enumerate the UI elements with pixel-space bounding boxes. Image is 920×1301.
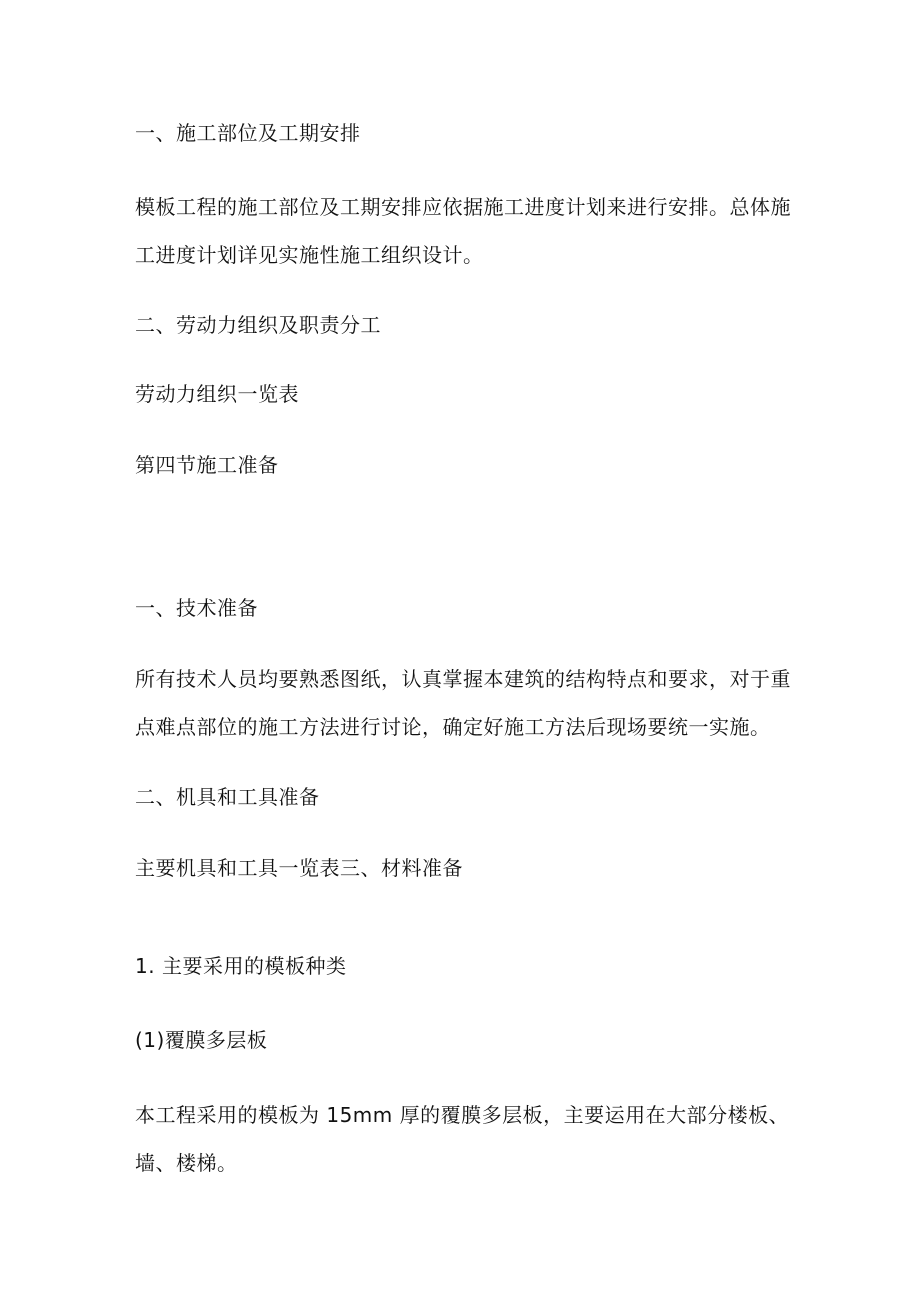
section-heading-schedule: 一、施工部位及工期安排 — [135, 121, 361, 145]
sub-heading-formwork-types: 1. 主要采用的模板种类 — [135, 954, 347, 978]
paragraph-line: 点难点部位的施工方法进行讨论，确定好施工方法后现场要统一实施。 — [135, 715, 771, 739]
section-heading-tools: 二、机具和工具准备 — [135, 785, 320, 809]
paragraph-schedule — [135, 183, 791, 279]
paragraph-technical — [135, 655, 791, 751]
item-film-faced-plywood: (1)覆膜多层板 — [135, 1028, 268, 1052]
section-heading-technical: 一、技术准备 — [135, 596, 258, 620]
paragraph-line: 本工程采用的模板为 15mm 厚的覆膜多层板，主要运用在大部分楼板、 — [135, 1103, 790, 1127]
paragraph-line: 墙、楼梯。 — [135, 1151, 238, 1175]
section-heading-labor: 二、劳动力组织及职责分工 — [135, 313, 381, 337]
paragraph-line: 所有技术人员均要熟悉图纸，认真掌握本建筑的结构特点和要求，对于重 — [135, 667, 791, 691]
paragraph-line: 模板工程的施工部位及工期安排应依据施工进度计划来进行安排。总体施 — [135, 195, 791, 219]
paragraph-line: 工进度计划详见实施性施工组织设计。 — [135, 243, 484, 267]
chapter-heading: 第四节施工准备 — [135, 453, 279, 477]
labor-table-caption: 劳动力组织一览表 — [135, 382, 299, 406]
paragraph-formwork — [135, 1091, 790, 1187]
tools-and-materials-line: 主要机具和工具一览表三、材料准备 — [135, 856, 463, 880]
